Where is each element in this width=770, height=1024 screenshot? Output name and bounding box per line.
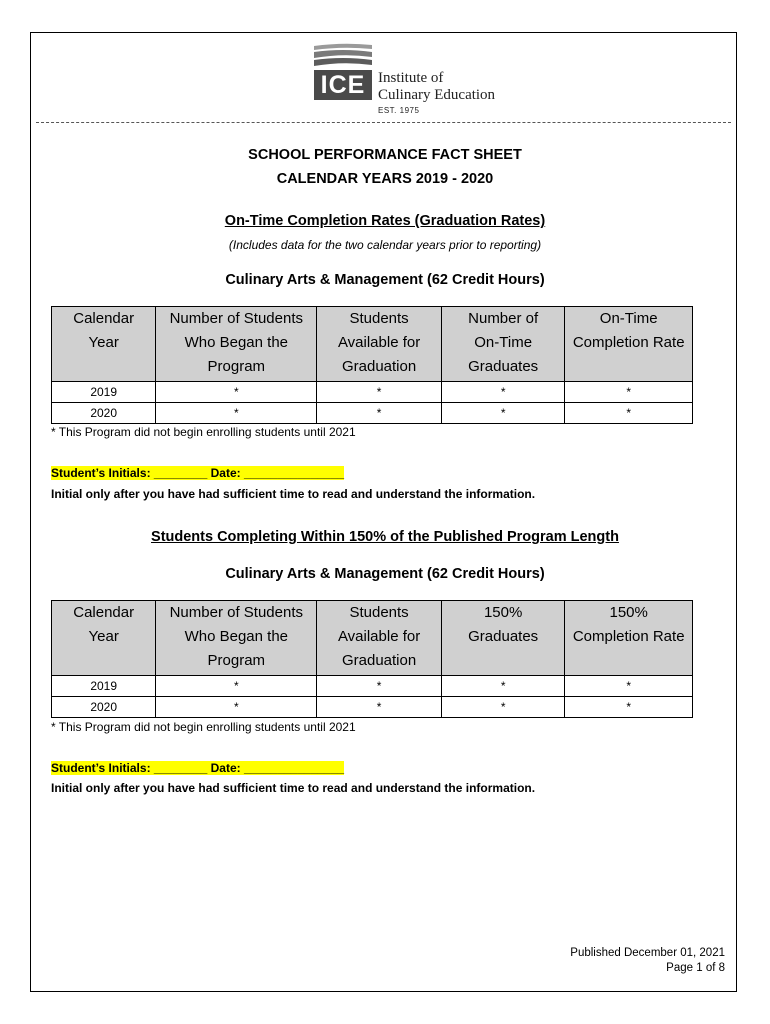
column-header-line: 150% xyxy=(609,604,648,621)
year-cell: 2020 xyxy=(52,403,156,424)
value-cell: * xyxy=(565,382,693,403)
column-header-line: On-Time xyxy=(474,334,533,351)
section1-footnote: * This Program did not begin enrolling students until 2021 xyxy=(51,425,356,439)
page-number: Page 1 of 8 xyxy=(666,962,725,974)
section1-initials: Student’s Initials: ________ Date: _______________ xyxy=(51,466,345,480)
year-cell: 2019 xyxy=(52,676,156,697)
year-cell: 2020 xyxy=(52,697,156,718)
column-header-line: Graduation xyxy=(341,652,417,669)
publish-info xyxy=(570,946,725,976)
column-header-line: 150% xyxy=(483,604,523,621)
published-date: Published December 01, 2021 xyxy=(570,947,725,959)
logo-name-line2: Culinary Education xyxy=(378,87,496,103)
logo-name-line1: Institute of xyxy=(378,70,444,86)
value-cell: * xyxy=(156,676,317,697)
table-row xyxy=(52,676,693,697)
table-header-row xyxy=(52,601,693,676)
section1-program: Culinary Arts & Management (62 Credit Hours) xyxy=(225,272,545,288)
column-header-line: Completion Rate xyxy=(572,334,685,351)
column-header-line: Graduates xyxy=(468,628,539,645)
section2-initial-note: Initial only after you have had sufficient time to read and understand the information. xyxy=(51,781,536,795)
column-header xyxy=(317,307,442,382)
column-header-line: On-Time xyxy=(599,310,658,327)
logo-est: EST. 1975 xyxy=(378,106,420,115)
section2-initials: Student’s Initials: ________ Date: _______________ xyxy=(51,761,345,775)
year-cell: 2019 xyxy=(52,382,156,403)
column-header-line: Students xyxy=(349,604,409,621)
column-header-line: Who Began the xyxy=(184,334,288,351)
column-header xyxy=(441,601,564,676)
value-cell: * xyxy=(441,382,564,403)
value-cell: * xyxy=(317,403,442,424)
section2-program: Culinary Arts & Management (62 Credit Hours) xyxy=(225,566,545,582)
column-header-line: Calendar xyxy=(73,604,135,621)
column-header-line: Who Began the xyxy=(184,628,288,645)
column-header-line: Program xyxy=(207,358,266,375)
section1-initial-note: Initial only after you have had sufficient time to read and understand the information. xyxy=(51,487,536,501)
value-cell: * xyxy=(156,697,317,718)
column-header xyxy=(565,307,693,382)
column-header-line: Year xyxy=(88,628,119,645)
value-cell: * xyxy=(441,676,564,697)
column-header-line: Available for xyxy=(337,628,421,645)
logo-name xyxy=(378,70,495,104)
table-row xyxy=(52,382,693,403)
value-cell: * xyxy=(317,382,442,403)
column-header-line: Students xyxy=(349,310,409,327)
ice-logo xyxy=(314,42,514,120)
column-header-line: Graduates xyxy=(468,358,539,375)
column-header xyxy=(156,601,317,676)
value-cell: * xyxy=(156,403,317,424)
column-header-line: Completion Rate xyxy=(572,628,685,645)
table-header-row xyxy=(52,307,693,382)
section2-footnote: * This Program did not begin enrolling students until 2021 xyxy=(51,720,356,734)
column-header xyxy=(317,601,442,676)
value-cell: * xyxy=(156,382,317,403)
value-cell: * xyxy=(441,403,564,424)
column-header-line: Available for xyxy=(337,334,421,351)
header-divider xyxy=(36,122,731,123)
value-cell: * xyxy=(565,697,693,718)
on-time-completion-table xyxy=(51,306,693,424)
column-header-line: Number of xyxy=(468,310,539,327)
table-row xyxy=(52,697,693,718)
column-header-line: Number of Students xyxy=(169,604,303,621)
column-header-line: Program xyxy=(207,652,266,669)
logo-stripes-graphic xyxy=(314,42,372,70)
section1-heading: On-Time Completion Rates (Graduation Rates) xyxy=(224,213,546,229)
section1-note: (Includes data for the two calendar years prior to reporting) xyxy=(228,238,542,252)
column-header-line: Year xyxy=(88,334,119,351)
table-row xyxy=(52,403,693,424)
column-header xyxy=(565,601,693,676)
value-cell: * xyxy=(317,676,442,697)
section2-heading: Students Completing Within 150% of the Published Program Length xyxy=(151,529,619,545)
value-cell: * xyxy=(565,676,693,697)
page-subtitle: CALENDAR YEARS 2019 - 2020 xyxy=(276,171,494,187)
column-header xyxy=(52,601,156,676)
page-title: SCHOOL PERFORMANCE FACT SHEET xyxy=(248,147,522,163)
value-cell: * xyxy=(441,697,564,718)
completion-150-table xyxy=(51,600,693,718)
column-header xyxy=(52,307,156,382)
column-header xyxy=(441,307,564,382)
value-cell: * xyxy=(565,403,693,424)
column-header xyxy=(156,307,317,382)
column-header-line: Number of Students xyxy=(169,310,303,327)
column-header-line: Calendar xyxy=(73,310,135,327)
logo-mark: ICE xyxy=(314,70,372,100)
value-cell: * xyxy=(317,697,442,718)
column-header-line: Graduation xyxy=(341,358,417,375)
